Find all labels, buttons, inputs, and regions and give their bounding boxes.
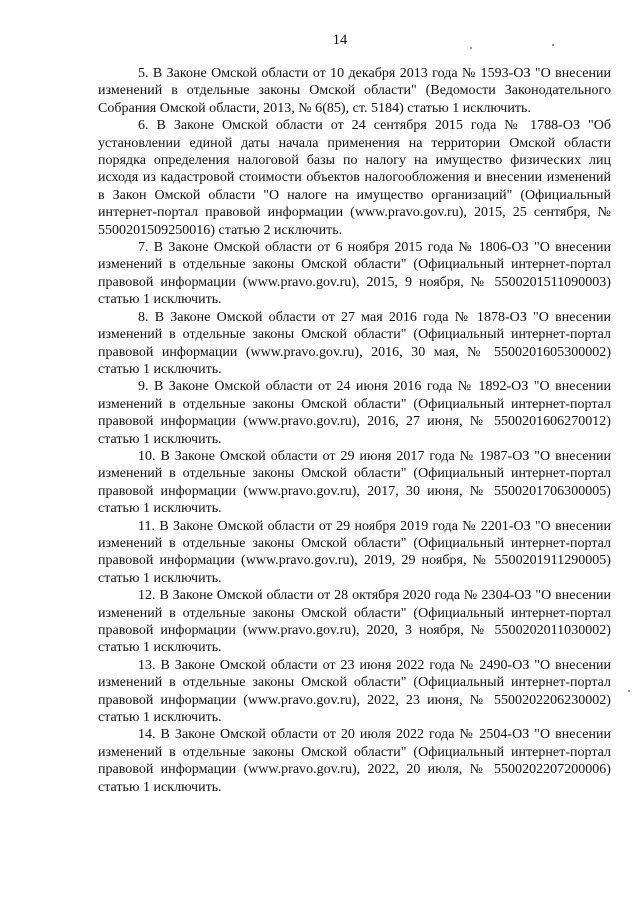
paragraph-item-7: 7. В Законе Омской области от 6 ноября 2015 года № 1806-ОЗ "О внесении изменений в отдельные законы Омской области" (Официальный интернет-портал правовой информации (www.pravo.gov.ru), 2015, 9 ноября, № 5500201511090003) статью 1 исключить. (98, 240, 611, 308)
scan-speck (628, 690, 630, 692)
paragraph-item-9: 9. В Законе Омской области от 24 июня 2016 года № 1892-ОЗ "О внесении изменений в отдельные законы Омской области" (Официальный интернет-портал правовой информации (www.pravo.gov.ru), 2016, 27 июня, № 5500201606270012) статью 1 исключить. (98, 379, 611, 447)
paragraph-item-13: 13. В Законе Омской области от 23 июня 2022 года № 2490-ОЗ "О внесении изменений в отдельные законы Омской области" (Официальный интернет-портал правовой информации (www.pravo.gov.ru), 2022, 23 июня, № 5500202206230002) статью 1 исключить. (98, 657, 611, 726)
paragraph-item-14: 14. В Законе Омской области от 20 июля 2022 года № 2504-ОЗ "О внесении изменений в отдельные законы Омской области" (Официальный интернет-портал правовой информации (www.pravo.gov.ru), 2022, 20 июля, № 5500202207200006) статью 1 исключить. (98, 727, 611, 795)
scan-speck (552, 44, 554, 46)
scan-speck (470, 47, 472, 49)
paragraph-item-10: 10. В Законе Омской области от 29 июня 2017 года № 1987-ОЗ "О внесении изменений в отдельные законы Омской области" (Официальный интернет-портал правовой информации (www.pravo.gov.ru), 2017, 30 июня, № 5500201706300005) статью 1 исключить. (98, 448, 611, 517)
paragraph-item-11: 11. В Законе Омской области от 29 ноября 2019 года № 2201-ОЗ "О внесении изменений в отдельные законы Омской области" (Официальный интернет-портал правовой информации (www.pravo.gov.ru), 2019, 29 ноября, № 5500201911290005) статью 1 исключить. (98, 518, 611, 586)
paragraph-item-12: 12. В Законе Омской области от 28 октября 2020 года № 2304-ОЗ "О внесении изменений в отдельные законы Омской области" (Официальный интернет-портал правовой информации (www.pravo.gov.ru), 2020, 3 ноября, № 5500202011030002) статью 1 исключить. (98, 588, 611, 656)
document-body (98, 65, 611, 796)
paragraph-item-8: 8. В Законе Омской области от 27 мая 2016 года № 1878-ОЗ "О внесении изменений в отдельные законы Омской области" (Официальный интернет-портал правовой информации (www.pravo.gov.ru), 2016, 30 мая, № 5500201605300002) статью 1 исключить. (98, 309, 611, 377)
page-number: 14 (332, 32, 348, 48)
paragraph-item-5: 5. В Законе Омской области от 10 декабря 2013 года № 1593-ОЗ "О внесении изменений в отдельные законы Омской области" (Ведомости Законодательного Собрания Омской области, 2013, № 6(85), ст. 5184) статью 1 исключить. (98, 66, 611, 116)
paragraph-item-6: 6. В Законе Омской области от 24 сентября 2015 года № 1788-ОЗ "Об установлении единой даты начала применения на территории Омской области порядка определения налоговой базы по налогу на имущество физических лиц исходя из кадастровой стоимости объектов налогообложения и внесении изменений в Закон Омской области "О налоге на имущество организаций" (Официальный интернет-портал правовой информации (www.pravo.gov.ru), 2015, 25 сентября, № 5500201509250016) статью 2 исключить. (98, 118, 611, 238)
